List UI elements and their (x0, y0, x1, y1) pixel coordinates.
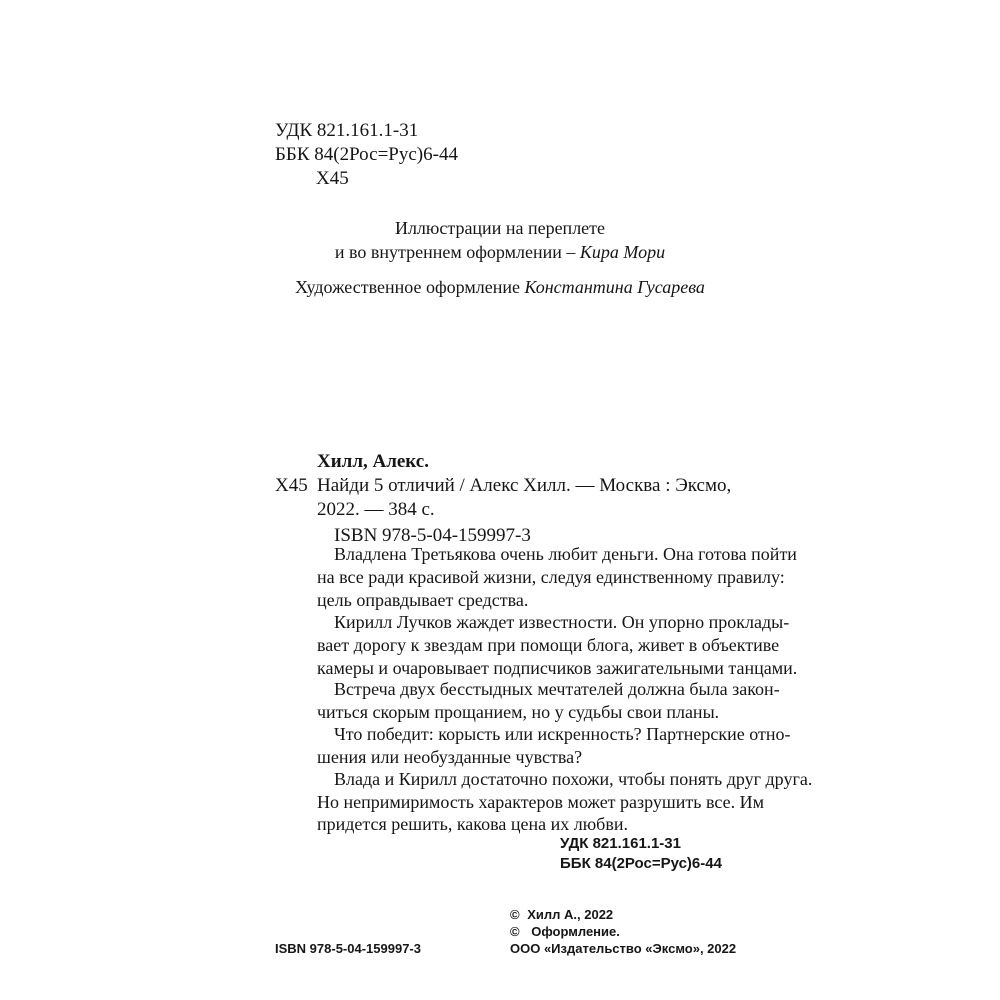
author-mark-top: Х45 (316, 168, 349, 189)
copyright-design-text: Оформление. (531, 924, 620, 939)
illustrations-credit-line1: Иллюстрации на переплете (394, 218, 606, 238)
description-line: вает дорогу к звездам при помощи блога, живет в объективе (317, 635, 780, 655)
udk-code-bottom: УДК 821.161.1-31 (560, 835, 681, 852)
description-line: придется решить, какова цена их любви. (317, 814, 628, 834)
copyright-symbol: © (510, 924, 520, 939)
description-line: Владлена Третьякова очень любит деньги. Она готова пойти (334, 544, 797, 564)
copyright-symbol: © (510, 907, 520, 922)
author-mark: Х45 (275, 475, 308, 496)
title-line-2: 2022. — 384 с. (317, 499, 435, 520)
description-line: Но непримиримость характеров может разрушить все. Им (317, 792, 764, 812)
designer-name: Константина Гусарева (524, 277, 705, 297)
description-line: цель оправдывает средства. (317, 590, 529, 610)
udk-code-top: УДК 821.161.1-31 (275, 120, 419, 141)
copyright-design (510, 923, 620, 940)
bbk-code-top: ББК 84(2Рос=Рус)6-44 (275, 144, 458, 165)
description-line: на все ради красивой жизни, следуя единственному правилу: (317, 567, 785, 587)
isbn-entry: ISBN 978-5-04-159997-3 (334, 525, 531, 546)
description-line: шения или необузданные чувства? (317, 747, 583, 767)
design-credit (275, 275, 725, 299)
copyright-author (510, 906, 613, 923)
description-line: камеры и очаровывает подписчиков зажигательными танцами. (317, 658, 798, 678)
description-line: Влада и Кирилл достаточно похожи, чтобы понять друг друга. (334, 769, 813, 789)
publisher-copyright: ООО «Издательство «Эксмо», 2022 (510, 941, 737, 956)
description-line: Что победит: корысть или искренность? Партнерские отно- (334, 724, 791, 744)
illustrator-name: Кира Мори (579, 242, 666, 262)
title-line-1: Найди 5 отличий / Алекс Хилл. — Москва : Эксмо, (317, 475, 732, 496)
description-line: Кирилл Лучков жаждет известности. Он упорно проклады- (334, 612, 790, 632)
illustrations-prefix: и во внутреннем оформлении – (334, 242, 580, 262)
description-line: читься скорым прощанием, но у судьбы свои планы. (317, 702, 720, 722)
design-prefix: Художественное оформление (295, 277, 525, 297)
copyright-author-text: Хилл А., 2022 (527, 907, 614, 922)
description-line: Встреча двух бесстыдных мечтателей должна была закон- (334, 679, 780, 699)
illustrations-credit-line2 (275, 240, 725, 264)
author-heading: Хилл, Алекс. (317, 451, 429, 472)
bbk-code-bottom: ББК 84(2Рос=Рус)6-44 (560, 855, 722, 872)
isbn-footer: ISBN 978-5-04-159997-3 (275, 941, 421, 956)
